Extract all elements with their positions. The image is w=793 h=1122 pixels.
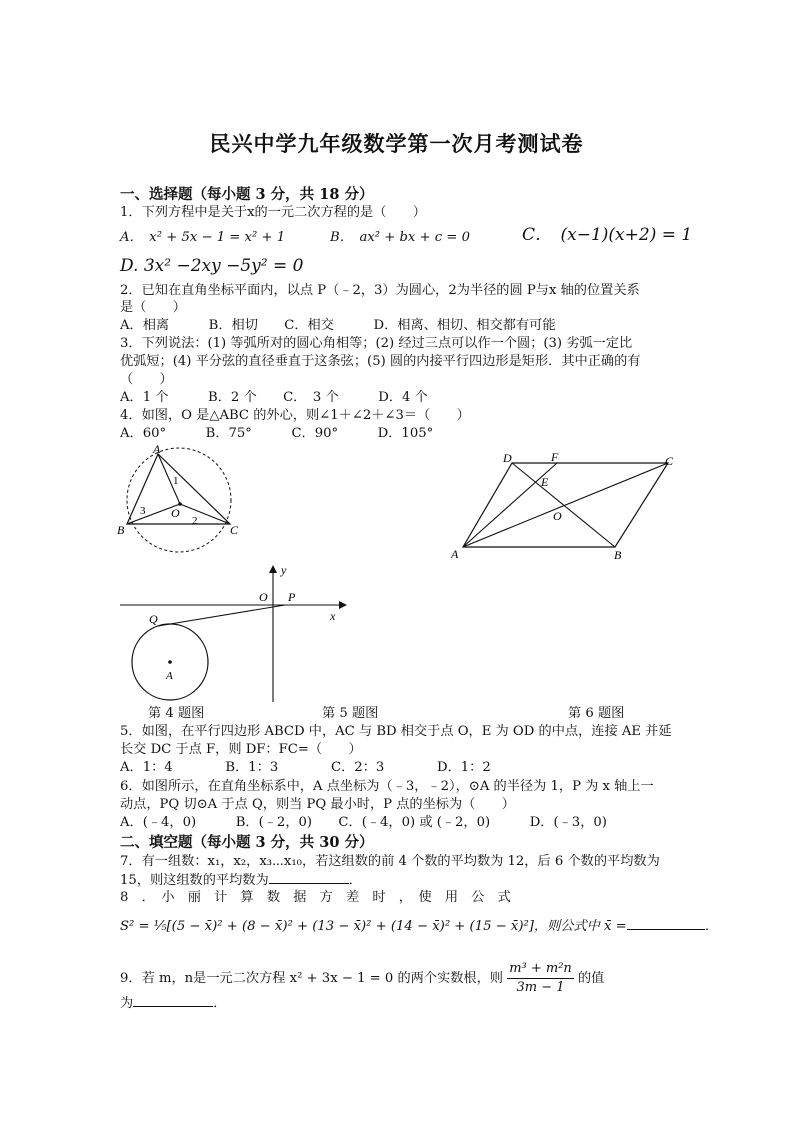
- q8-formula: S² = ⅕[(5 − x̄)² + (8 − x̄)² + (13 − x̄)² + (14 − x̄)² + (15 − x̄)²]，则公式中 x̄ = ．: [120, 919, 718, 934]
- q5-stem-line1: 5．如图，在平行四边形 ABCD 中，AC 与 BD 相交于点 O，E 为 OD 的中点，连接 AE 并延: [120, 724, 672, 739]
- q3-stem-line1: 3．下列说法：(1) 等弧所对的圆心角相等；(2) 经过三点可以作一个圆；(3) 劣弧一定比: [120, 336, 633, 351]
- figure-5: [115, 560, 355, 708]
- q9-denominator: 3m − 1: [516, 980, 565, 995]
- label-c: C: [230, 523, 239, 537]
- section1-heading: 一、选择题（每小题 3 分，共 18 分）: [120, 186, 374, 203]
- caption-fig4: 第 4 题图: [148, 706, 205, 721]
- q7-answer-blank[interactable]: [269, 871, 349, 884]
- q6-stem-line1: 6．如图所示，在直角坐标系中，A 点坐标为（﹣3，﹣2），⊙A 的半径为 1，P 为 x 轴上一: [120, 779, 654, 794]
- q6-stem-line2: 动点，PQ 切⊙A 于点 Q，则当 PQ 最小时，P 点的坐标为（ ）: [120, 797, 515, 812]
- q7-text: 15，则这组数的平均数为: [120, 873, 269, 888]
- q1-option-d: D. 3x² −2xy −5y² = 0: [120, 256, 304, 276]
- q3-stem-line2: 优弧短；(4) 平分弦的直径垂直于这条弦；(5) 圆的内接平行四边形是矩形．其中正确的有: [120, 354, 641, 369]
- q5-stem-line2: 长交 DC 于点 F，则 DF：FC=（ ）: [120, 742, 362, 757]
- q9-fraction: [507, 960, 574, 997]
- q3-options: A．1 个 B．2 个 C． 3 个 D．4 个: [120, 390, 428, 405]
- tangent-pq: [158, 605, 285, 626]
- label-a: A: [451, 547, 459, 561]
- q9-line2-text: 为: [120, 996, 134, 1011]
- q4-stem: 4．如图，O 是△ABC 的外心，则∠1＋∠2＋∠3＝（ ）: [120, 408, 470, 423]
- label-y: y: [281, 563, 287, 577]
- q9-stem-line1: [120, 960, 604, 997]
- diagonal-bd: [512, 463, 615, 547]
- q3-stem-line3: （ ）: [120, 372, 173, 387]
- label-o: O: [553, 509, 562, 523]
- x-axis-arrow: [339, 601, 347, 609]
- caption-fig5: 第 5 题图: [322, 706, 379, 721]
- label-x: x: [330, 609, 336, 623]
- q8-answer-blank[interactable]: [627, 917, 705, 930]
- q2-options: A．相离 B．相切 C．相交 D．相离、相切、相交都有可能: [120, 318, 556, 333]
- label-p: P: [288, 590, 296, 604]
- q9-stem-line2: 为 ．: [120, 996, 227, 1011]
- label-c: C: [665, 454, 674, 468]
- q5-options: A．1：4 B．1：3 C．2：3 D．1：2: [120, 760, 491, 775]
- figure-6: [445, 448, 685, 566]
- circumcircle: [127, 448, 231, 552]
- page-title: 民兴中学九年级数学第一次月考测试卷: [209, 131, 584, 156]
- q9-post: 的值: [578, 971, 605, 986]
- y-axis-arrow: [269, 565, 277, 573]
- label-a: A: [153, 442, 161, 456]
- section2-heading: 二、填空题（每小题 3 分，共 30 分）: [120, 834, 374, 851]
- q1-option-c: C． (x−1)(x+2) = 1: [522, 225, 693, 245]
- angle-2: 2: [192, 515, 198, 527]
- center-a: [168, 660, 172, 664]
- q6-options: A．(﹣4，0) B．(﹣2，0) C．(﹣4，0) 或 (﹣2，0) D．(﹣3，0): [120, 815, 607, 830]
- label-b: B: [614, 548, 622, 562]
- q7-stem-line1: 7．有一组数：x₁，x₂，x₃⋯x₁₀，若这组数的前 4 个数的平均数为 12，后 6 个数的平均数为: [120, 854, 660, 869]
- q1-option-a: A． x² + 5x − 1 = x² + 1: [120, 230, 286, 245]
- q1-option-b: B． ax² + bx + c = 0: [330, 230, 471, 245]
- q2-stem-line1: 2．已知在直角坐标平面内，以点 P（﹣2，3）为圆心，2为半径的圆 P与x 轴的位置关系: [120, 283, 640, 298]
- caption-fig6: 第 6 题图: [568, 706, 625, 721]
- label-q: Q: [149, 612, 158, 626]
- label-o: O: [259, 590, 268, 604]
- label-f: F: [551, 450, 559, 464]
- q8-stem-line1: 8 ． 小 丽 计 算 数 据 方 差 时 ， 使 用 公 式: [120, 890, 511, 905]
- label-e: E: [541, 475, 549, 489]
- q2-stem-line2: 是（ ）: [120, 300, 186, 315]
- q1-stem: 1．下列方程中是关于x的一元二次方程的是（ ）: [120, 205, 426, 220]
- q4-options: A．60° B．75° C．90° D．105°: [120, 426, 434, 441]
- q9-numerator: m³ + m²n: [507, 960, 574, 979]
- diagonal-ac: [463, 463, 668, 547]
- angle-3: 3: [140, 505, 146, 517]
- label-o: O: [171, 506, 180, 520]
- label-b: B: [117, 523, 125, 537]
- q9-answer-blank[interactable]: [133, 994, 213, 1007]
- figure-4: [115, 442, 245, 562]
- label-a: A: [166, 670, 173, 682]
- q9-pre: 9．若 m，n是一元二次方程 x² + 3x − 1 = 0 的两个实数根，则: [120, 971, 503, 986]
- q8-formula-text: S² = ⅕[(5 − x̄)² + (8 − x̄)² + (13 − x̄)² + (14 − x̄)² + (15 − x̄)²]，则公式中 x̄ =: [120, 919, 627, 934]
- label-d: D: [503, 451, 512, 465]
- angle-1: 1: [173, 475, 179, 487]
- q7-stem-line2: 15，则这组数的平均数为 ．: [120, 873, 362, 888]
